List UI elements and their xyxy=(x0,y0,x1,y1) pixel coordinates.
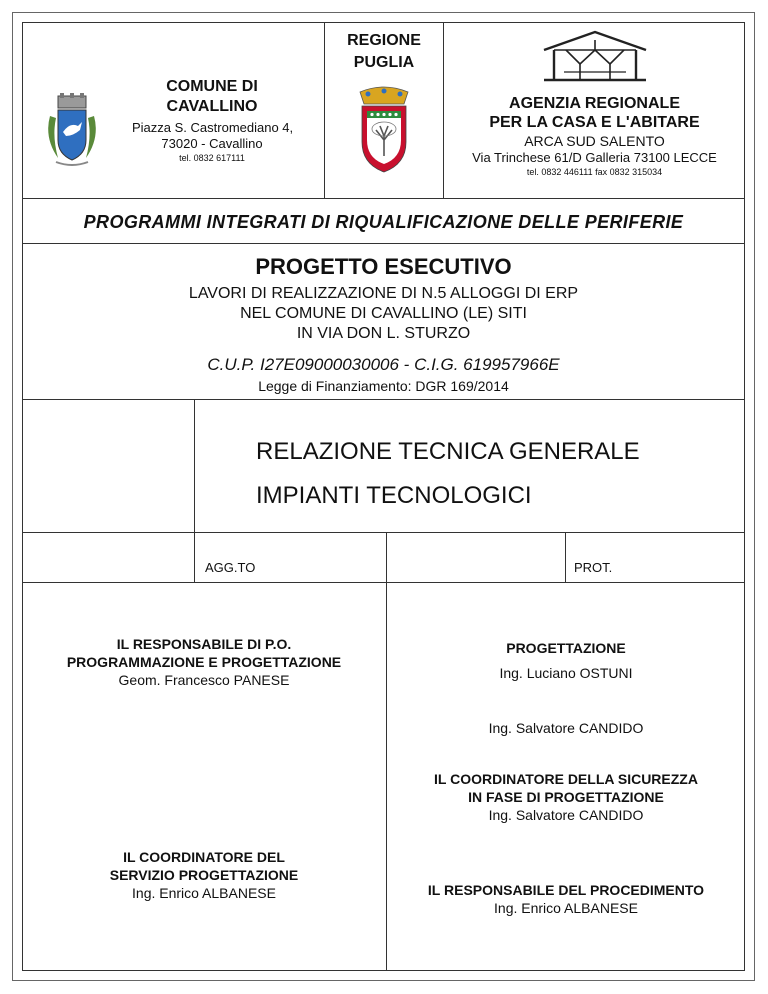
divider-meta xyxy=(22,582,745,583)
rup-name: Ing. Enrico ALBANESE xyxy=(494,900,638,916)
arca-logo-icon xyxy=(540,28,650,89)
project-codes: C.U.P. I27E09000030006 - C.I.G. 619957966E xyxy=(207,355,560,374)
project-funding: Legge di Finanziamento: DGR 169/2014 xyxy=(258,378,509,394)
comune-crest-icon xyxy=(40,92,104,177)
rup-title: IL RESPONSABILE DEL PROCEDIMENTO xyxy=(427,882,705,898)
project-desc-line2: NEL COMUNE DI CAVALLINO (LE) SITI xyxy=(240,305,527,322)
coord-line2: SERVIZIO PROGETTAZIONE xyxy=(109,867,299,883)
resp-po-line1: IL RESPONSABILE DI P.O. xyxy=(116,636,292,652)
sic-line1: IL COORDINATORE DELLA SICUREZZA xyxy=(434,771,698,787)
coord-line1: IL COORDINATORE DEL xyxy=(123,849,285,865)
agg-label: AGG.TO xyxy=(205,560,256,575)
agenzia-line3: ARCA SUD SALENTO xyxy=(524,133,665,149)
comune-address-line2: 73020 - Cavallino xyxy=(161,136,263,151)
divider-project xyxy=(22,399,745,400)
project-desc-line3: IN VIA DON L. STURZO xyxy=(296,325,471,342)
document-title-line1: RELAZIONE TECNICA GENERALE xyxy=(256,438,640,465)
divider-program xyxy=(22,243,745,244)
divider-meta-right xyxy=(565,532,566,582)
divider-doc-left xyxy=(194,399,195,582)
comune-title-line2: CAVALLINO xyxy=(166,98,258,115)
comune-phone: tel. 0832 617111 xyxy=(179,153,245,163)
agenzia-line2: PER LA CASA E L'ABITARE xyxy=(489,114,700,131)
sic-line2: IN FASE DI PROGETTAZIONE xyxy=(468,789,664,805)
coord-name: Ing. Enrico ALBANESE xyxy=(132,885,276,901)
comune-title-line1: COMUNE DI xyxy=(166,78,258,95)
divider-header xyxy=(22,198,745,199)
prot-label: PROT. xyxy=(574,560,613,575)
agenzia-contacts: tel. 0832 446111 fax 0832 315034 xyxy=(526,167,663,177)
divider-document xyxy=(22,532,745,533)
comune-address-line1: Piazza S. Castromediano 4, xyxy=(132,120,294,135)
prog-name1: Ing. Luciano OSTUNI xyxy=(499,665,633,681)
regione-line2: PUGLIA xyxy=(353,54,415,71)
prog-title: PROGETTAZIONE xyxy=(506,640,626,656)
agenzia-address: Via Trinchese 61/D Galleria 73100 LECCE xyxy=(472,150,717,165)
resp-po-name: Geom. Francesco PANESE xyxy=(118,672,290,688)
regione-crest-icon xyxy=(354,84,414,181)
prog-name2: Ing. Salvatore CANDIDO xyxy=(488,720,644,736)
resp-po-line2: PROGRAMMAZIONE E PROGETTAZIONE xyxy=(66,654,342,670)
program-title: PROGRAMMI INTEGRATI DI RIQUALIFICAZIONE DELLE PERIFERIE xyxy=(83,212,684,232)
project-desc-line1: LAVORI DI REALIZZAZIONE DI N.5 ALLOGGI DI ERP xyxy=(188,285,579,302)
document-title-line2: IMPIANTI TECNOLOGICI xyxy=(256,482,532,509)
sic-name: Ing. Salvatore CANDIDO xyxy=(488,807,644,823)
regione-line1: REGIONE xyxy=(347,32,421,49)
agenzia-line1: AGENZIA REGIONALE xyxy=(509,95,680,112)
project-heading: PROGETTO ESECUTIVO xyxy=(255,254,512,279)
